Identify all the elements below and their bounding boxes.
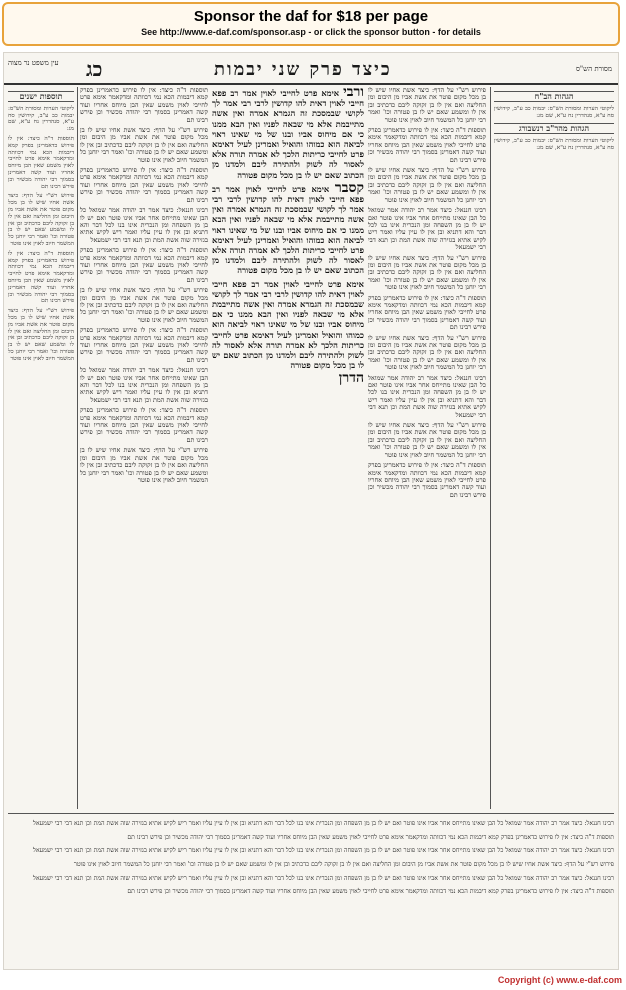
tosafot-text-8: רבינו חננאל: כיצד אמר רב יהודה אמר שמואל כל הבן שאינו מתייחס אחר אביו אינו פוטר ואם יש לו בן מן השפחה ומן הנכרית אינו בנו לכל דבר והא דתניא ובן אין לו עיין עליו ואמר ריש לקיש אתיא בגזירה שוה אשת המת וכן תנא דבי רבי ישמעאל — [80, 366, 208, 404]
rashi-text-4: רבינו חננאל: כיצד אמר רב יהודה אמר שמואל כל הבן שאינו מתייחס אחר אביו אינו פוטר ואם יש לו בן מן השפחה ומן הנכרית אינו בנו לכל דבר והא דתניא ובן אין לו עיין עליו ואמר ריש לקיש אתיא בגזירה שוה אשת המת וכן תנא דבי רבי ישמעאל — [368, 206, 486, 252]
gemara-column — [212, 87, 364, 807]
column-rule — [77, 87, 78, 809]
gemara-text-1: אימא פרט לחייבי לאוין אמר רב פפא חייבי לאוין דאית להו קדושין לרבי רבי אמר לך לקושי שבמסכת זה הגמרא אמרה ואין אשה מתייבמת אלא מי שבאה לפניו ואין הבא ממנו כי אם מיחוס אביו ובנו של מי שאינו ראוי לביאה הוא כמוהו והואיל ואמרינן לעיל דאימא פרט לחייבי כריתות הלכך לא אמרה תורה אלא לאסור לה לשוק ולהתירה ליבם ולמדנו מן הכתוב שאם יש לו בן מכל מקום פטורה — [212, 88, 364, 180]
tosafot-text-10: פירוש רש"י על הדף: כיצד אשת אחיו שיש לו בן מכל מקום פוטר את אשת אביו מן היבום ומן החליצה ואם אין לו בן זקוקה ליבם כדכתיב ובן אין לו ומשמע שאם יש לו בן פטורה וכו' ואמר רבי יוחנן כל המשמר חיוב לאוין אינו פוטר — [80, 446, 208, 484]
tosafot-text-7: תוספות ד"ה כיצד: אין לו פירוש כדאמרינן בפרק קמא דיבמות הכא נמי דכוותה ומדקאמר אימא פרט לחייבי לאוין משמע שאין הבן מיוחס אחריו ועוד קשה דאמרינן בסמוך רבי יהודה מכשיר וכן פירש רבינו תם — [80, 326, 208, 364]
rashi-text-2: תוספות ד"ה כיצד: אין לו פירוש כדאמרינן בפרק קמא דיבמות הכא נמי דכוותה ומדקאמר אימא פרט לחייבי לאוין משמע שאין הבן מיוחס אחריו ועוד קשה דאמרינן בסמוך רבי יהודה מכשיר וכן פירש רבינו תם — [368, 126, 486, 164]
copyright-link[interactable]: Copyright (c) www.e-daf.com — [497, 975, 622, 985]
left-margin-text: ליקוטי הערות ומסורת הש"ס: יבמות כב ע"ב, קידושין סח ע"א, סנהדרין נח ע"א, שם מג: — [8, 105, 74, 133]
rashi-text-9: פירוש רש"י על הדף: כיצד אשת אחיו שיש לו בן מכל מקום פוטר את אשת אביו מן היבום ומן החליצה ואם אין לו בן זקוקה ליבם כדכתיב ובן אין לו ומשמע שאם יש לו בן פטורה וכו' ואמר רבי יוחנן כל המשמר חיוב לאוין אינו פוטר — [368, 421, 486, 459]
gemara-text-2: אימא פרט לחייבי לאוין אמר רב פפא חייבי לאוין דאית להו קדושין לרבי רבי אמר לך לקושי שבמסכת זה הגמרא אמרה ואין אשה מתייבמת אלא מי שבאה לפניו ואין הבא ממנו כי אם מיחוס אביו ובנו של מי שאינו ראוי לביאה הוא כמוהו והואיל ואמרינן לעיל דאימא פרט לחייבי כריתות הלכך לא אמרה תורה אלא לאסור לה לשוק ולהתירה ליבם ולמדנו מן הכתוב שאם יש לו בן מכל מקום פטורה — [212, 183, 364, 276]
left-margin-text-4: תוספות ד"ה כיצד: אין לו פירוש כדאמרינן בפרק קמא דיבמות הכא נמי דכוותה ומדקאמר אימא פרט לחייבי לאוין משמע שאין הבן מיוחס אחריו ועוד קשה דאמרינן בסמוך רבי יהודה מכשיר וכן פירש רבינו תם — [8, 250, 74, 305]
bottom-text-6: תוספות ד"ה כיצד: אין לו פירוש כדאמרינן בפרק קמא דיבמות הכא נמי דכוותה ומדקאמר אימא פרט לחייבי לאוין משמע שאין הבן מיוחס אחריו ועוד קשה דאמרינן בסמוך רבי יהודה מכשיר וכן פירש רבינו תם — [127, 888, 614, 896]
right-margin-text-2: ליקוטי הערות ומסורת הש"ס: יבמות כב ע"ב, קידושין סח ע"א, סנהדרין נח ע"א, שם מג: — [494, 138, 614, 151]
tosafot-text-4: רבינו חננאל: כיצד אמר רב יהודה אמר שמואל כל הבן שאינו מתייחס אחר אביו אינו פוטר ואם יש לו בן מן השפחה ומן הנכרית אינו בנו לכל דבר והא דתניא ובן אין לו עיין עליו ואמר ריש לקיש אתיא בגזירה שוה אשת המת וכן תנא דבי רבי ישמעאל — [80, 206, 208, 244]
left-margin-text-5: פירוש רש"י על הדף: כיצד אשת אחיו שיש לו בן מכל מקום פוטר את אשת אביו מן היבום ומן החליצה ואם אין לו בן זקוקה ליבם כדכתיב ובן אין לו ומשמע שאם יש לו בן פטורה וכו' ואמר רבי יוחנן כל המשמר חיוב לאוין אינו פוטר — [8, 308, 74, 362]
gemara-keyword-2: קסבר — [334, 179, 364, 196]
daf-number: כג — [86, 57, 103, 81]
tosafot-text-5: תוספות ד"ה כיצד: אין לו פירוש כדאמרינן בפרק קמא דיבמות הכא נמי דכוותה ומדקאמר אימא פרט לחייבי לאוין משמע שאין הבן מיוחס אחריו ועוד קשה דאמרינן בסמוך רבי יהודה מכשיר וכן פירש רבינו תם — [80, 246, 208, 284]
chapter-title: כיצד פרק שני יבמות — [214, 59, 392, 80]
gemara-keyword-1: ורבי — [343, 87, 364, 100]
tosafot-text-9: תוספות ד"ה כיצד: אין לו פירוש כדאמרינן בפרק קמא דיבמות הכא נמי דכוותה ומדקאמר אימא פרט לחייבי לאוין משמע שאין הבן מיוחס אחריו ועוד קשה דאמרינן בסמוך רבי יהודה מכשיר וכן פירש רבינו תם — [80, 406, 208, 444]
bottom-text-2: תוספות ד"ה כיצד: אין לו פירוש כדאמרינן בפרק קמא דיבמות הכא נמי דכוותה ומדקאמר אימא פרט לחייבי לאוין משמע שאין הבן מיוחס אחריו ועוד קשה דאמרינן בסמוך רבי יהודה מכשיר וכן פירש רבינו תם — [127, 833, 614, 841]
left-margin-text-2: תוספות ד"ה כיצד: אין לו פירוש כדאמרינן בפרק קמא דיבמות הכא נמי דכוותה ומדקאמר אימא פרט לחייבי לאוין משמע שאין הבן מיוחס אחריו ועוד קשה דאמרינן בסמוך רבי יהודה מכשיר וכן פירש רבינו תם — [8, 135, 74, 190]
rashi-text-1: פירוש רש"י על הדף: כיצד אשת אחיו שיש לו בן מכל מקום פוטר את אשת אביו מן היבום ומן החליצה ואם אין לו בן זקוקה ליבם כדכתיב ובן אין לו ומשמע שאם יש לו בן פטורה וכו' ואמר רבי יוחנן כל המשמר חיוב לאוין אינו פוטר — [368, 87, 486, 124]
page-header — [4, 57, 618, 85]
bottom-text-1: רבינו חננאל: כיצד אמר רב יהודה אמר שמואל כל הבן שאינו מתייחס אחר אביו אינו פוטר ואם יש לו בן מן השפחה ומן הנכרית אינו בנו לכל דבר והא דתניא ובן אין לו עיין עליו ואמר ריש לקיש אתיא בגזירה שוה אשת המת וכן תנא דבי רבי ישמעאל — [33, 820, 614, 828]
bottom-text-3: רבינו חננאל: כיצד אמר רב יהודה אמר שמואל כל הבן שאינו מתייחס אחר אביו אינו פוטר ואם יש לו בן מן השפחה ומן הנכרית אינו בנו לכל דבר והא דתניא ובן אין לו עיין עליו ואמר ריש לקיש אתיא בגזירה שוה אשת המת וכן תנא דבי רבי ישמעאל — [33, 847, 614, 855]
sponsor-banner[interactable] — [2, 2, 620, 46]
tosafot-text-1: תוספות ד"ה כיצד: אין לו פירוש כדאמרינן בפרק קמא דיבמות הכא נמי דכוותה ומדקאמר אימא פרט לחייבי לאוין משמע שאין הבן מיוחס אחריו ועוד קשה דאמרינן בסמוך רבי יהודה מכשיר וכן פירש רבינו תם — [80, 87, 208, 124]
left-margin-column — [8, 87, 74, 809]
rashi-text-3: פירוש רש"י על הדף: כיצד אשת אחיו שיש לו בן מכל מקום פוטר את אשת אביו מן היבום ומן החליצה ואם אין לו בן זקוקה ליבם כדכתיב ובן אין לו ומשמע שאם יש לו בן פטורה וכו' ואמר רבי יוחנן כל המשמר חיוב לאוין אינו פוטר — [368, 166, 486, 204]
right-margin-text-1: ליקוטי הערות ומסורת הש"ס: יבמות כב ע"ב, קידושין סח ע"א, סנהדרין נח ע"א, שם מג: — [494, 105, 614, 119]
rashi-column — [368, 87, 486, 809]
masoret-label: מסורת הש"ס — [575, 65, 612, 73]
tosafot-text-2: פירוש רש"י על הדף: כיצד אשת אחיו שיש לו בן מכל מקום פוטר את אשת אביו מן היבום ומן החליצה ואם אין לו בן זקוקה ליבם כדכתיב ובן אין לו ומשמע שאם יש לו בן פטורה וכו' ואמר רבי יוחנן כל המשמר חיוב לאוין אינו פוטר — [80, 126, 208, 164]
gemara-text-3: אימא פרט לחייבי לאוין אמר רב פפא חייבי לאוין דאית להו קדושין לרבי רבי אמר לך לקושי שבמסכת זה הגמרא אמרה ואין אשה מתייבמת אלא מי שבאה לפניו ואין הבא ממנו כי אם מיחוס אביו ובנו של מי שאינו ראוי לביאה הוא כמוהו והואיל ואמרינן לעיל דאימא פרט לחייבי כריתות הלכך לא אמרה תורה אלא לאסור לה לשוק ולהתירה ליבם ולמדנו מן הכתוב שאם יש לו בן מכל מקום פטורה — [212, 278, 364, 371]
bottom-text-5: רבינו חננאל: כיצד אמר רב יהודה אמר שמואל כל הבן שאינו מתייחס אחר אביו אינו פוטר ואם יש לו בן מן השפחה ומן הנכרית אינו בנו לכל דבר והא דתניא ובן אין לו עיין עליו ואמר ריש לקיש אתיא בגזירה שוה אשת המת וכן תנא דבי רבי ישמעאל — [33, 874, 614, 882]
hagahot-bach-label: הגהות הב"ח — [494, 91, 614, 102]
hagahot-maharav-label: הגהות מהר"ב רנשבורג — [494, 123, 614, 134]
right-margin-column — [494, 87, 614, 809]
rashi-text-6: תוספות ד"ה כיצד: אין לו פירוש כדאמרינן בפרק קמא דיבמות הכא נמי דכוותה ומדקאמר אימא פרט לחייבי לאוין משמע שאין הבן מיוחס אחריו ועוד קשה דאמרינן בסמוך רבי יהודה מכשיר וכן פירש רבינו תם — [368, 293, 486, 332]
column-rule-right — [490, 87, 491, 809]
gemara-keyword-3: הדרן — [338, 370, 364, 387]
ein-mishpat-label: עין משפט נר מצוה — [8, 59, 59, 67]
rashi-text-10: תוספות ד"ה כיצד: אין לו פירוש כדאמרינן בפרק קמא דיבמות הכא נמי דכוותה ומדקאמר אימא פרט לחייבי לאוין משמע שאין הבן מיוחס אחריו ועוד קשה דאמרינן בסמוך רבי יהודה מכשיר וכן פירש רבינו תם — [368, 461, 486, 499]
sponsor-headline: Sponsor the daf for $18 per page — [193, 8, 429, 25]
tosafot-column — [80, 87, 208, 809]
rashi-text-8: רבינו חננאל: כיצד אמר רב יהודה אמר שמואל כל הבן שאינו מתייחס אחר אביו אינו פוטר ואם יש לו בן מן השפחה ומן הנכרית אינו בנו לכל דבר והא דתניא ובן אין לו עיין עליו ואמר ריש לקיש אתיא בגזירה שוה אשת המת וכן תנא דבי רבי ישמעאל — [368, 373, 486, 419]
talmud-page — [3, 52, 619, 970]
rashi-text-5: פירוש רש"י על הדף: כיצד אשת אחיו שיש לו בן מכל מקום פוטר את אשת אביו מן היבום ומן החליצה ואם אין לו בן זקוקה ליבם כדכתיב ובן אין לו ומשמע שאם יש לו בן פטורה וכו' ואמר רבי יוחנן כל המשמר חיוב לאוין אינו פוטר — [368, 253, 486, 292]
rashi-text-7: פירוש רש"י על הדף: כיצד אשת אחיו שיש לו בן מכל מקום פוטר את אשת אביו מן היבום ומן החליצה ואם אין לו בן זקוקה ליבם כדכתיב ובן אין לו ומשמע שאם יש לו בן פטורה וכו' ואמר רבי יוחנן כל המשמר חיוב לאוין אינו פוטר — [368, 333, 486, 372]
sponsor-subline: See http://www.e-daf.com/sponsor.asp - or click the sponsor button - for details — [141, 27, 481, 37]
left-margin-text-3: פירוש רש"י על הדף: כיצד אשת אחיו שיש לו בן מכל מקום פוטר את אשת אביו מן היבום ומן החליצה ואם אין לו בן זקוקה ליבם כדכתיב ובן אין לו ומשמע שאם יש לו בן פטורה וכו' ואמר רבי יוחנן כל המשמר חיוב לאוין אינו פוטר — [8, 193, 74, 247]
bottom-text-4: פירוש רש"י על הדף: כיצד אשת אחיו שיש לו בן מכל מקום פוטר את אשת אביו מן היבום ומן החליצה ואם אין לו בן זקוקה ליבם כדכתיב ובן אין לו ומשמע שאם יש לו בן פטורה וכו' ואמר רבי יוחנן כל המשמר חיוב לאוין אינו פוטר — [73, 860, 614, 868]
bottom-commentary — [8, 813, 614, 964]
tosafot-text-3: תוספות ד"ה כיצד: אין לו פירוש כדאמרינן בפרק קמא דיבמות הכא נמי דכוותה ומדקאמר אימא פרט לחייבי לאוין משמע שאין הבן מיוחס אחריו ועוד קשה דאמרינן בסמוך רבי יהודה מכשיר וכן פירש רבינו תם — [80, 166, 208, 204]
tosafot-text-6: פירוש רש"י על הדף: כיצד אשת אחיו שיש לו בן מכל מקום פוטר את אשת אביו מן היבום ומן החליצה ואם אין לו בן זקוקה ליבם כדכתיב ובן אין לו ומשמע שאם יש לו בן פטורה וכו' ואמר רבי יוחנן כל המשמר חיוב לאוין אינו פוטר — [80, 286, 208, 324]
left-margin-label: תוספות ישנים — [8, 91, 74, 102]
